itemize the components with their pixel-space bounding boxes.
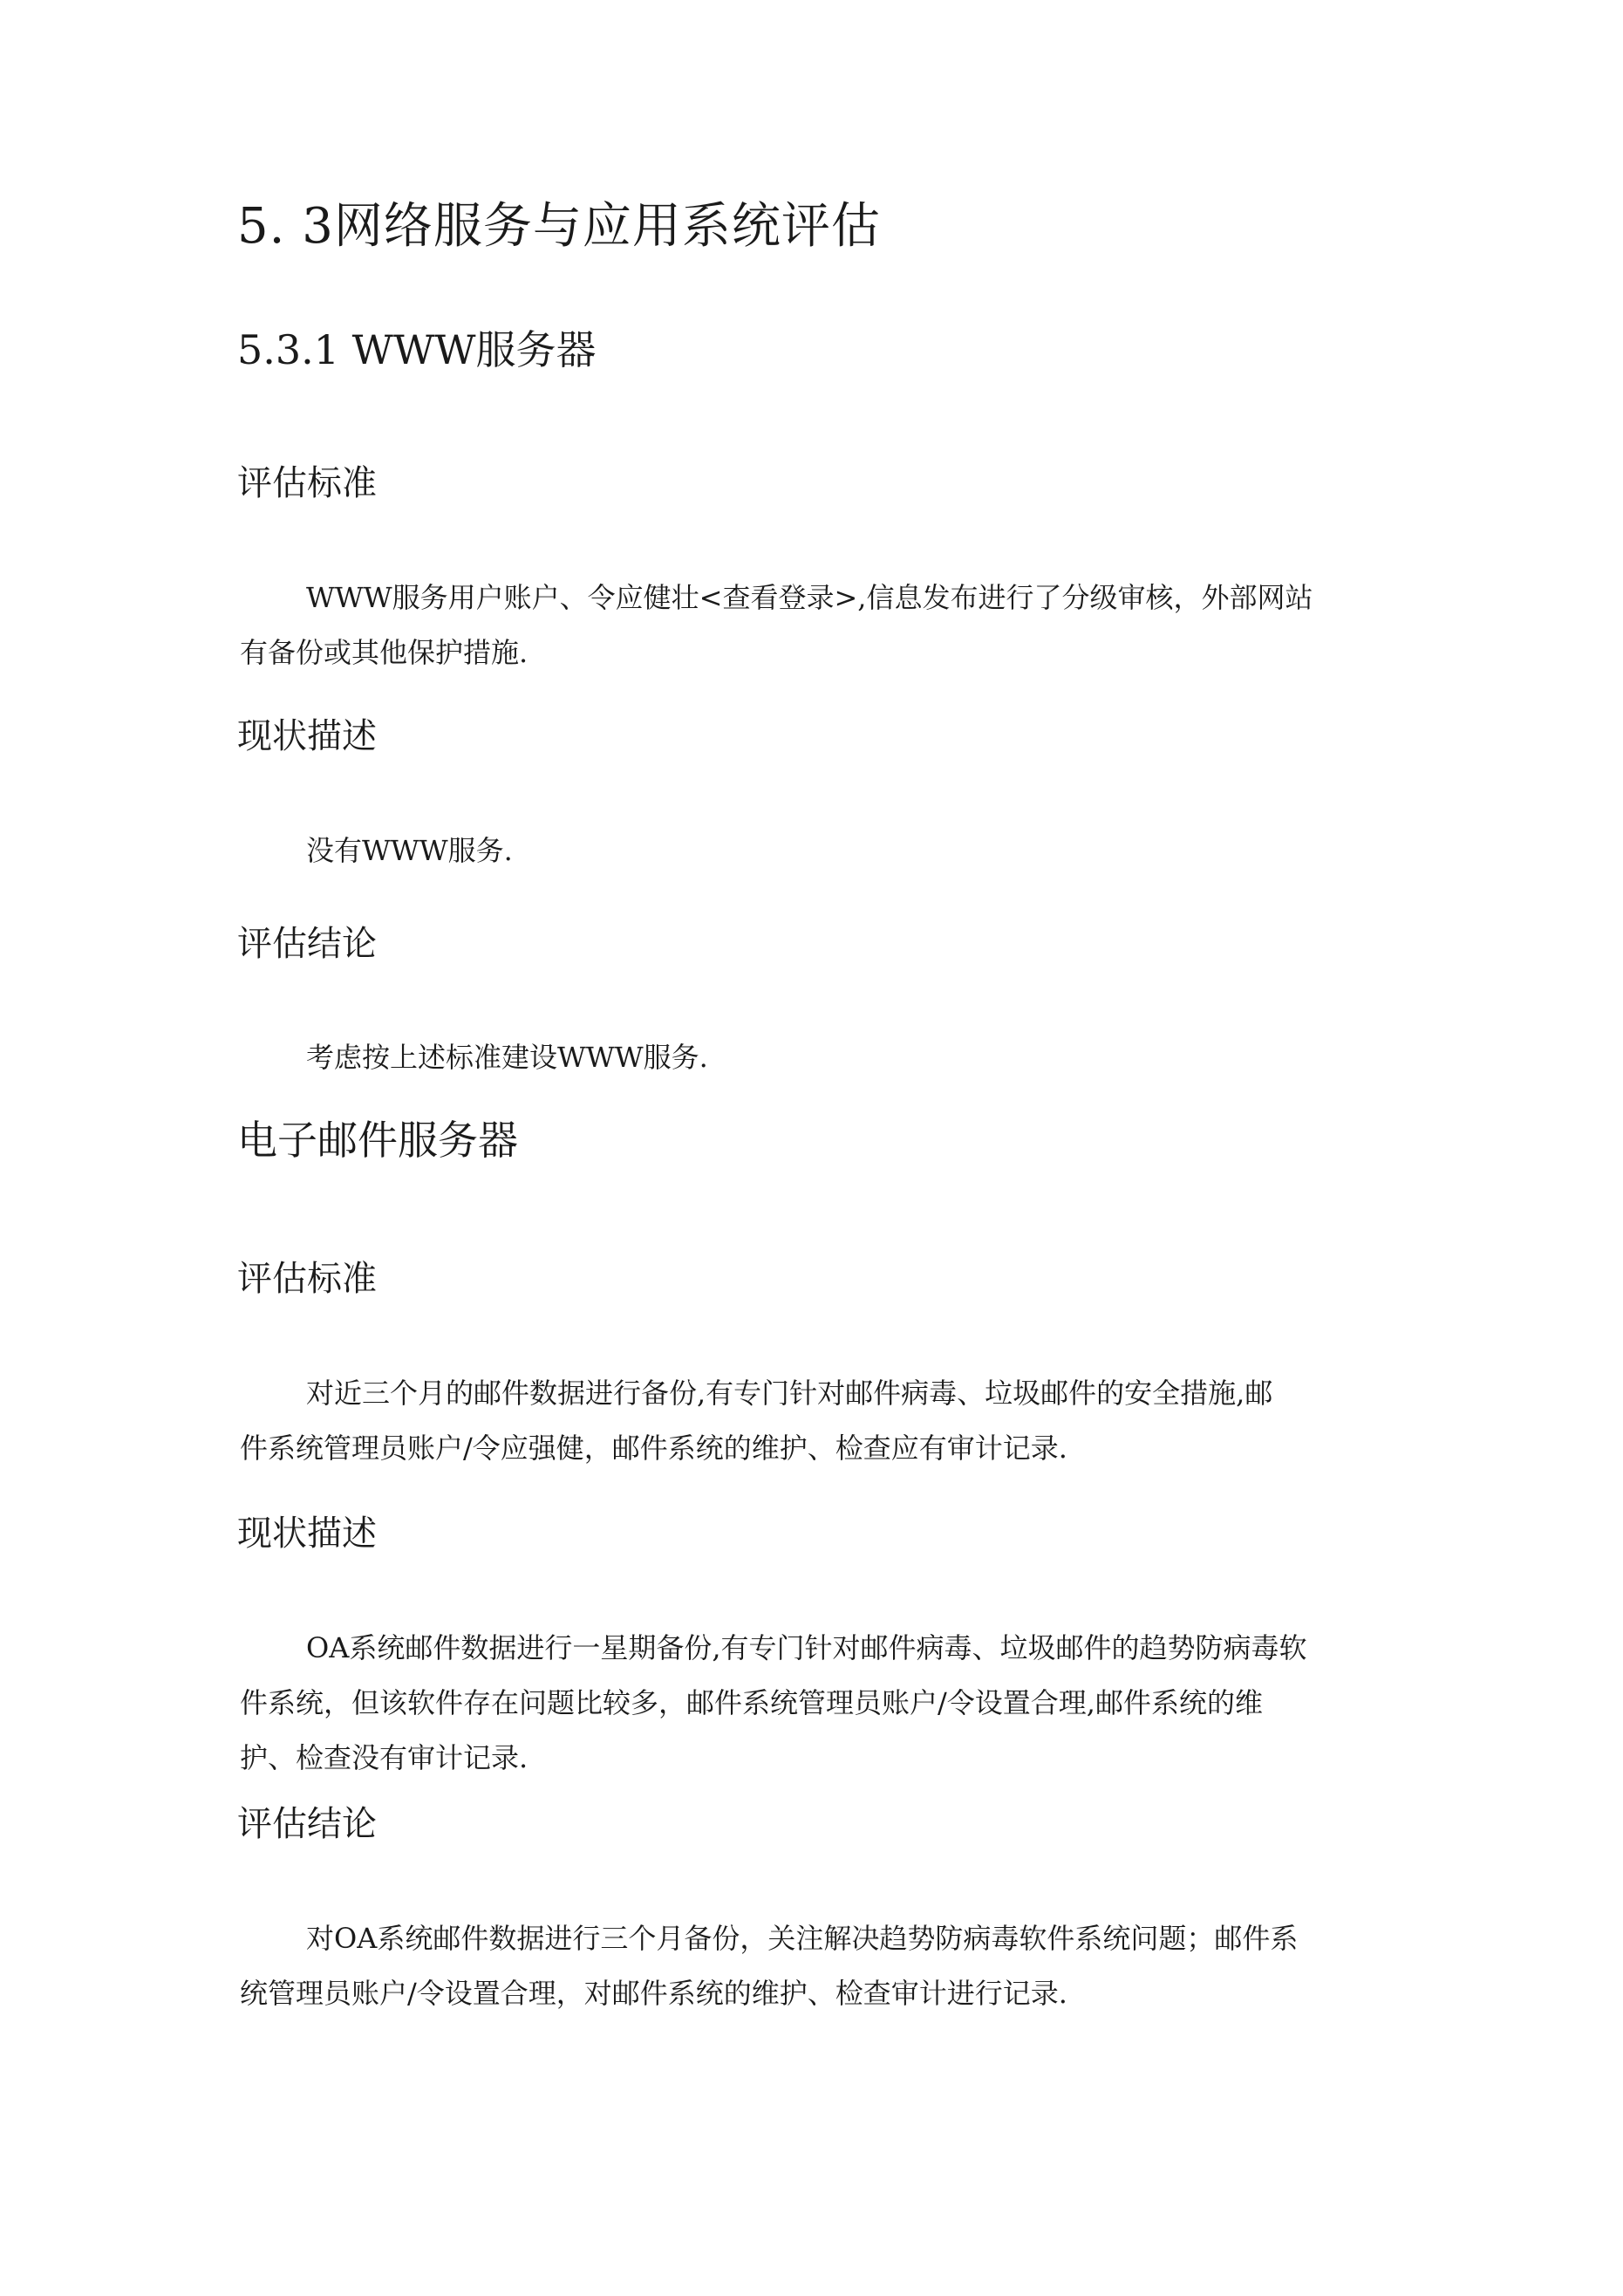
email-conclusion-heading: 评估结论 — [237, 1804, 377, 1844]
www-conclusion-heading: 评估结论 — [237, 924, 377, 964]
paragraph-line: 件系统管理员账户/令应强健，邮件系统的维护、检查应有审计记录. — [240, 1432, 1067, 1465]
email-standard-heading: 评估标准 — [237, 1259, 377, 1299]
email-status-heading: 现状描述 — [237, 1514, 377, 1554]
paragraph-line: WWW服务用户账户、令应健壮<查看登录>,信息发布进行了分级审核，外部网站 — [306, 581, 1313, 614]
www-standard-paragraph — [240, 571, 1408, 680]
paragraph-line: 对近三个月的邮件数据进行备份,有专门针对邮件病毒、垃圾邮件的安全措施,邮 — [306, 1377, 1273, 1410]
email-conclusion-paragraph — [240, 1911, 1408, 2021]
paragraph-line: 护、检查没有审计记录. — [240, 1741, 528, 1774]
www-standard-heading: 评估标准 — [237, 463, 377, 503]
paragraph-line: 件系统，但该软件存在问题比较多，邮件系统管理员账户/令设置合理,邮件系统的维 — [240, 1686, 1263, 1719]
paragraph-line: 没有WWW服务. — [306, 834, 513, 867]
paragraph-line: 统管理员账户/令设置合理，对邮件系统的维护、检查审计进行记录. — [240, 1977, 1067, 2010]
paragraph-line: 有备份或其他保护措施. — [240, 636, 528, 669]
paragraph-line: OA系统邮件数据进行一星期备份,有专门针对邮件病毒、垃圾邮件的趋势防病毒软 — [306, 1631, 1307, 1664]
paragraph-line: 对OA系统邮件数据进行三个月备份，关注解决趋势防病毒软件系统问题；邮件系 — [306, 1922, 1299, 1955]
section-title: 5. 3网络服务与应用系统评估 — [237, 198, 881, 255]
www-status-heading: 现状描述 — [237, 716, 377, 756]
www-conclusion-paragraph — [240, 1030, 1408, 1085]
email-standard-paragraph — [240, 1366, 1408, 1476]
paragraph-line: 考虑按上述标准建设WWW服务. — [306, 1041, 708, 1074]
email-server-heading: 电子邮件服务器 — [237, 1117, 518, 1164]
email-status-paragraph — [240, 1621, 1408, 1786]
www-server-heading: 5.3.1 WWW服务器 — [237, 326, 597, 373]
www-status-paragraph — [240, 823, 1408, 878]
